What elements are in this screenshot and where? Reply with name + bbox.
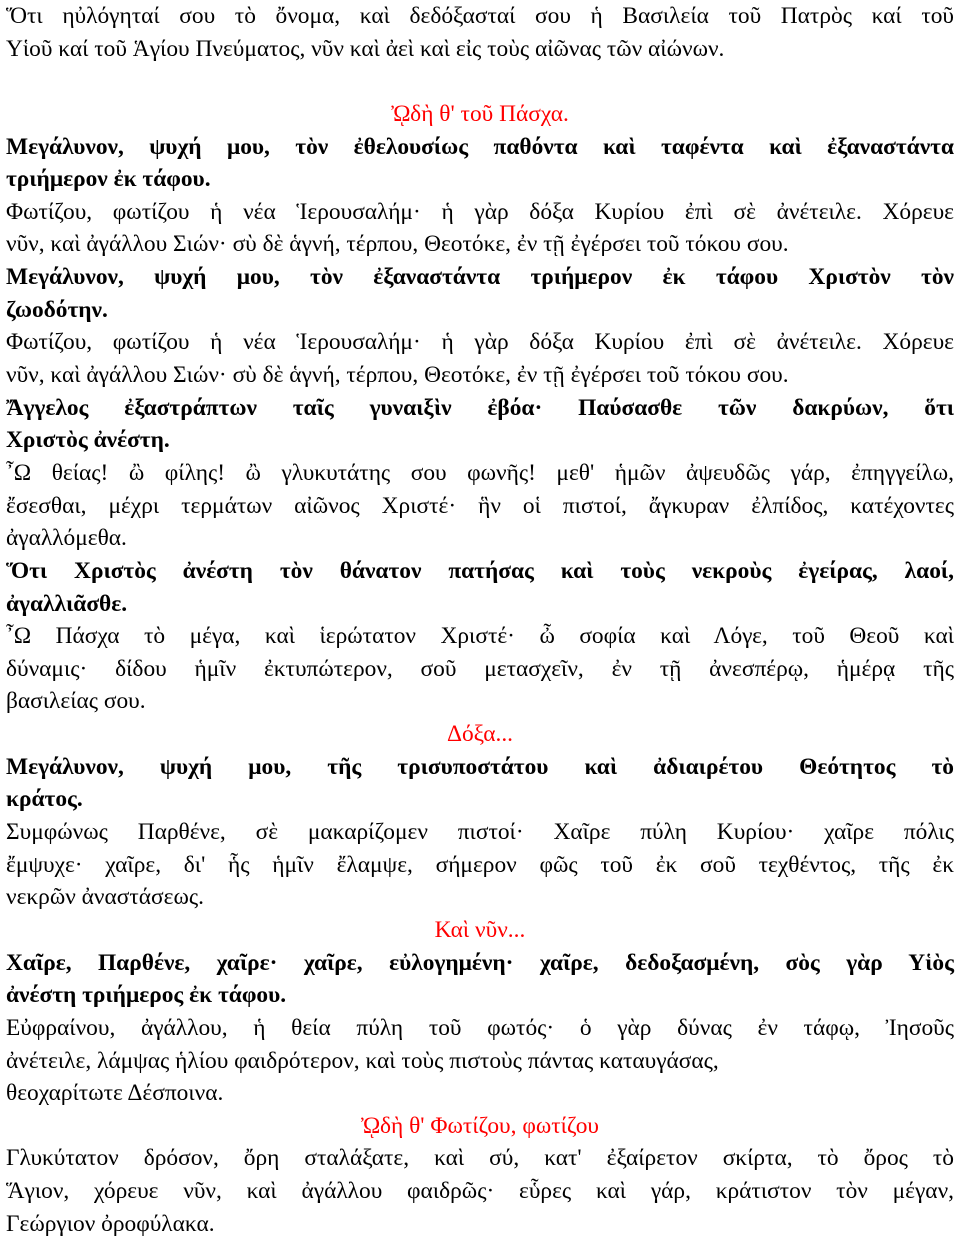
text-line: Φωτίζου, φωτίζου ἡ νέα Ἱερουσαλήμ· ἡ γὰρ δόξα Κυρίου ἐπὶ σὲ ἀνέτειλε. Χόρευε [6, 198, 954, 225]
text-line: βασιλείας σου. [6, 688, 146, 715]
text-line: Εὐφραίνου, ἀγάλλου, ἡ θεία πύλη τοῦ φωτός· ὁ γὰρ δύνας ἐν τάφῳ, Ἰησοῦς [6, 1014, 954, 1041]
text-line: νῦν, καὶ ἀγάλλου Σιών· σὺ δὲ ἁγνή, τέρπου, Θεοτόκε, ἐν τῇ ἐγέρσει τοῦ τόκου σου. [6, 231, 789, 258]
text-line: Υἱοῦ καί τοῦ Ἁγίου Πνεύματος, νῦν καὶ ἀεὶ καὶ εἰς τοὺς αἰῶνας τῶν αἰώνων. [6, 35, 725, 62]
text-line: θεοχαρίτωτε Δέσποινα. [6, 1080, 224, 1107]
text-line: δύναμις· δίδου ἡμῖν ἐκτυπώτερον, σοῦ μετασχεῖν, ἐν τῇ ἀνεσπέρῳ, ἡμέρᾳ τῆς [6, 655, 954, 682]
text-line: Ὅτι ηὐλόγηταί σου τὸ ὄνομα, καὶ δεδόξασταί σου ἡ Βασιλεία τοῦ Πατρὸς καί τοῦ [6, 3, 954, 29]
text-line: ῏Ω Πάσχα τὸ μέγα, καὶ ἱερώτατον Χριστέ· ὦ σοφία καὶ Λόγε, τοῦ Θεοῦ καὶ [6, 623, 954, 650]
text-line: ἀγαλλόμεθα. [6, 525, 127, 552]
refrain-line: κράτος. [6, 786, 83, 813]
refrain-line: Μεγάλυνον, ψυχή μου, τῆς τρισυποστάτου καὶ ἀδιαιρέτου Θεότητος τὸ [6, 753, 954, 780]
refrain-line: ἀνέστη τριήμερος ἐκ τάφου. [6, 982, 287, 1009]
section-heading: ᾨδὴ θ' τοῦ Πάσχα. [391, 100, 569, 127]
section-heading: ᾨδὴ θ' Φωτίζου, φωτίζου [360, 1112, 600, 1139]
refrain-line: Ὅτι Χριστὸς ἀνέστη τὸν θάνατον πατήσας καὶ τοὺς νεκροὺς ἐγείρας, λαοί, [6, 557, 954, 584]
refrain-line: Ἄγγελος ἐξαστράπτων ταῖς γυναιξὶν ἐβόα· Παύσασθε τῶν δακρύων, ὅτι [6, 394, 954, 421]
text-line: Συμφώνως Παρθένε, σὲ μακαρίζομεν πιστοί· Χαῖρε πύλη Κυρίου· χαῖρε πόλις [6, 819, 954, 846]
text-line: Ἅγιον, χόρευε νῦν, καὶ ἀγάλλου φαιδρῶς· εὗρες καὶ γάρ, κράτιστον τὸν μέγαν, [6, 1178, 954, 1205]
refrain-line: Χαῖρε, Παρθένε, χαῖρε· χαῖρε, εὐλογημένη· χαῖρε, δεδοξασμένη, σὸς γὰρ Υἱὸς [6, 949, 954, 976]
text-line: νῦν, καὶ ἀγάλλου Σιών· σὺ δὲ ἁγνή, τέρπου, Θεοτόκε, ἐν τῇ ἐγέρσει τοῦ τόκου σου. [6, 362, 789, 389]
text-line: Γλυκύτατον δρόσον, ὄρη σταλάξατε, καὶ σύ, κατ' ἐξαίρετον σκίρτα, τὸ ὄρος τὸ [6, 1145, 954, 1172]
text-line: νεκρῶν ἀναστάσεως. [6, 884, 204, 911]
section-heading: Δόξα... [446, 721, 514, 748]
text-line: ῏Ω θείας! ὢ φίλης! ὢ γλυκυτάτης σου φωνῆς! μεθ' ἡμῶν ἀψευδῶς γάρ, ἐπηγγείλω, [6, 459, 954, 486]
refrain-line: τριήμερον ἐκ τάφου. [6, 166, 211, 193]
text-line: Γεώργιον ὀροφύλακα. [6, 1210, 215, 1237]
section-heading: Καὶ νῦν... [434, 916, 526, 943]
blank-line [6, 65, 954, 98]
text-line: ἔσεσθαι, μέχρι τερμάτων αἰῶνος Χριστέ· ἣν οἱ πιστοί, ἄγκυραν ἐλπίδος, κατέχοντες [6, 492, 954, 519]
refrain-line: Μεγάλυνον, ψυχή μου, τὸν ἐξαναστάντα τριήμερον ἐκ τάφου Χριστὸν τὸν [6, 264, 954, 291]
refrain-line: ζωοδότην. [6, 296, 108, 323]
text-line: Φωτίζου, φωτίζου ἡ νέα Ἱερουσαλήμ· ἡ γὰρ δόξα Κυρίου ἐπὶ σὲ ἀνέτειλε. Χόρευε [6, 329, 954, 356]
text-line: ἔμψυχε· χαῖρε, δι' ἧς ἡμῖν ἔλαμψε, σήμερον φῶς τοῦ ἐκ σοῦ τεχθέντος, τῆς ἐκ [6, 851, 954, 878]
text-line: ἀνέτειλε, λάμψας ἡλίου φαιδρότερον, καὶ τοὺς πιστοὺς πάντας καταυγάσας, [6, 1047, 719, 1074]
refrain-line: Χριστὸς ἀνέστη. [6, 427, 170, 454]
refrain-line: ἀγαλλιᾶσθε. [6, 590, 128, 617]
refrain-line: Μεγάλυνον, ψυχή μου, τὸν ἐθελουσίως παθόντα καὶ ταφέντα καὶ ἐξαναστάντα [6, 133, 954, 160]
